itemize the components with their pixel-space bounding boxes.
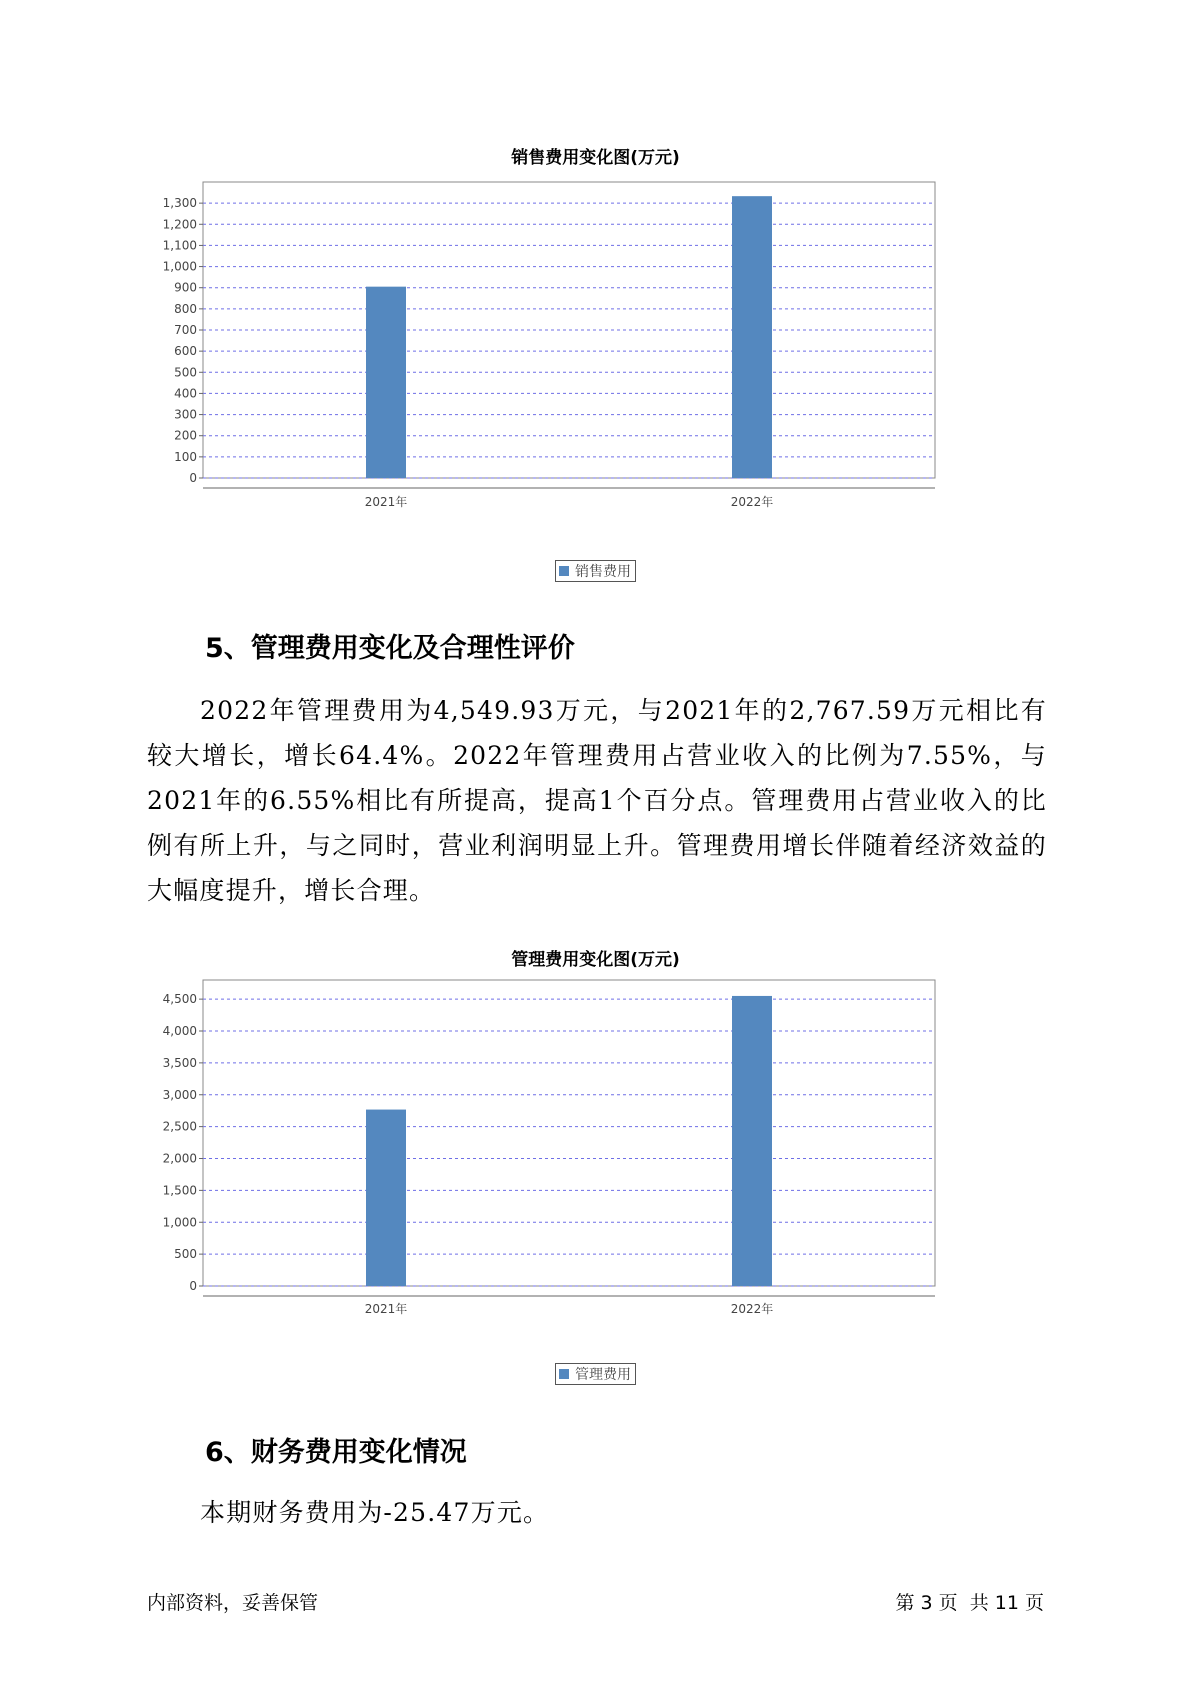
- section-5-paragraph: 2022年管理费用为4,549.93万元，与2021年的2,767.59万元相比有较大增长，增长64.4%。2022年管理费用占营业收入的比例为7.55%，与2021年的6.55%相比有所提高，提高1个百分点。管理费用占营业收入的比例有所上升，与之同时，营业利润明显上升。管理费用增长伴随着经济效益的大幅度提升，增长合理。: [147, 696, 1047, 905]
- y-tick-label: 500: [174, 1247, 197, 1262]
- y-tick-label: 900: [174, 280, 197, 295]
- y-tick-label: 0: [189, 1279, 197, 1293]
- y-tick-label: 4,000: [162, 1024, 197, 1038]
- y-tick-label: 1,300: [162, 196, 197, 211]
- y-tick-label: 2,500: [162, 1119, 197, 1134]
- y-tick-label: 200: [174, 428, 197, 443]
- section-6-paragraph: 本期财务费用为-25.47万元。: [200, 1498, 550, 1527]
- plot-area: [203, 980, 935, 1286]
- x-tick-label: 2022年: [730, 495, 774, 509]
- y-tick-label: 4,500: [162, 992, 197, 1007]
- y-tick-label: 400: [174, 386, 197, 401]
- selling-expense-bar-chart: [150, 170, 1050, 515]
- y-tick-label: 700: [174, 323, 197, 337]
- bar: [366, 287, 406, 478]
- section-heading-5: 5、管理费用变化及合理性评价: [205, 633, 575, 664]
- chart-legend-admin-expense: [555, 1363, 636, 1385]
- bar: [732, 196, 772, 478]
- chart-title-admin-expense: 管理费用变化图(万元): [511, 950, 680, 970]
- admin-expense-bar-chart: [150, 975, 1050, 1315]
- x-tick-label: 2021年: [364, 1302, 408, 1315]
- y-tick-label: 1,500: [162, 1183, 197, 1198]
- y-tick-label: 100: [174, 449, 197, 464]
- y-tick-label: 300: [174, 407, 197, 422]
- y-tick-label: 1,200: [162, 217, 197, 232]
- x-tick-label: 2021年: [364, 495, 408, 509]
- bar: [366, 1110, 406, 1286]
- chart-title-selling-expense: 销售费用变化图(万元): [511, 148, 680, 168]
- bar: [732, 996, 772, 1286]
- y-tick-label: 1,100: [162, 238, 197, 253]
- legend-label: 销售费用: [575, 564, 631, 580]
- x-tick-label: 2022年: [730, 1302, 774, 1315]
- footer-page-number: 第 3 页 共 11 页: [895, 1592, 1044, 1614]
- chart-legend-selling-expense: [555, 560, 636, 582]
- y-tick-label: 600: [174, 344, 197, 359]
- y-tick-label: 800: [174, 301, 197, 316]
- y-tick-label: 1,000: [162, 259, 197, 274]
- y-tick-label: 0: [189, 471, 197, 485]
- y-tick-label: 1,000: [162, 1215, 197, 1230]
- y-tick-label: 2,000: [162, 1151, 197, 1166]
- y-tick-label: 3,000: [162, 1087, 197, 1102]
- legend-swatch: [559, 1369, 569, 1379]
- footer-confidential: 内部资料，妥善保管: [147, 1592, 319, 1614]
- y-tick-label: 500: [174, 365, 197, 380]
- legend-label: 管理费用: [575, 1367, 631, 1383]
- y-tick-label: 3,500: [162, 1055, 197, 1070]
- legend-swatch: [559, 566, 569, 576]
- section-heading-6: 6、财务费用变化情况: [205, 1437, 467, 1468]
